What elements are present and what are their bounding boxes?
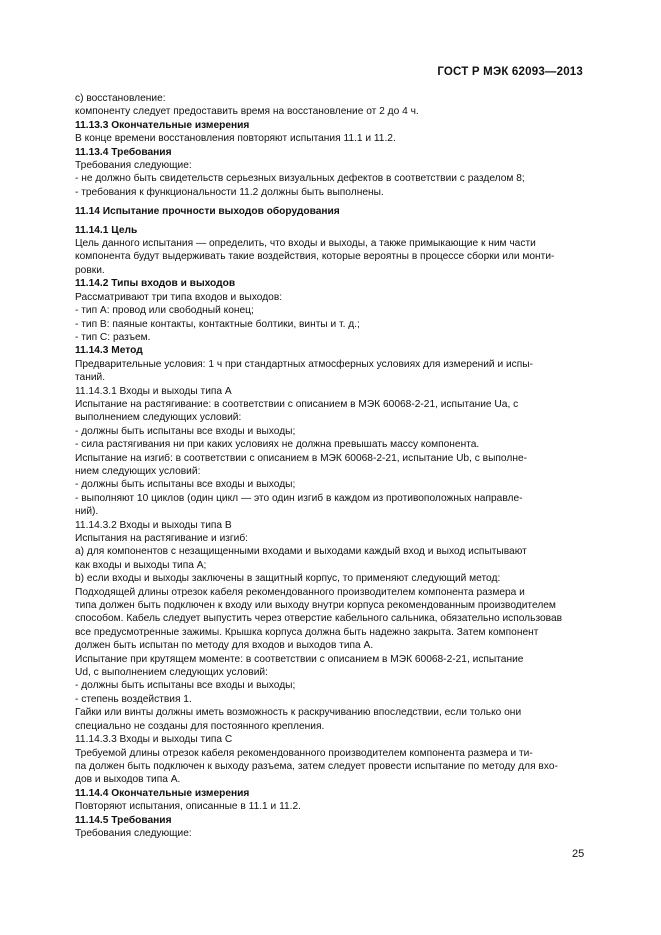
list-item: - тип С: разъем. <box>75 331 151 343</box>
text-line: дов и выходов типа А. <box>75 774 181 786</box>
text-line: Повторяют испытания, описанные в 11.1 и 11.2. <box>75 801 301 813</box>
section-heading: 11.14 Испытание прочности выходов оборудования <box>75 206 340 218</box>
text-line: способом. Кабель следует выпустить через отверстие кабельного сальника, обязательно использовав <box>75 613 563 625</box>
text-line: Требуемой длины отрезок кабеля рекомендованного производителем компонента размера и ти- <box>75 747 533 759</box>
text-line: Испытание при крутящем моменте: в соответствии с описанием в МЭК 60068-2-21, испытание <box>75 653 524 665</box>
text-line: как входы и выходы типа А; <box>75 559 207 571</box>
subsection-heading: 11.14.3.3 Входы и выходы типа С <box>75 734 233 746</box>
list-item: b) если входы и выходы заключены в защитный корпус, то применяют следующий метод: <box>75 573 501 585</box>
list-item: - тип А: провод или свободный конец; <box>75 305 254 317</box>
document-header: ГОСТ Р МЭК 62093—2013 <box>437 66 583 78</box>
text-line: Испытание на изгиб: в соответствии с описанием в МЭК 60068-2-21, испытание Ub, с выполне- <box>75 452 527 464</box>
text-line: выполнением следующих условий: <box>75 412 242 424</box>
page-number: 25 <box>572 848 585 860</box>
document-body <box>75 92 585 840</box>
text-line: должен быть испытан по методу для входов и выходов типа А. <box>75 640 374 652</box>
text-line: па должен быть подключен к выходу разъема, затем следует провести испытание по методу для вхо- <box>75 760 558 772</box>
text-line: с) восстановление: <box>75 93 166 104</box>
list-item: - тип В: паяные контакты, контактные болтики, винты и т. д.; <box>75 318 360 330</box>
text-line: Рассматривают три типа входов и выходов: <box>75 291 283 303</box>
section-heading: 11.14.4 Окончательные измерения <box>75 787 250 799</box>
list-item: - должны быть испытаны все входы и выходы; <box>75 479 296 491</box>
list-item: - требования к функциональности 11.2 должны быть выполнены. <box>75 186 384 198</box>
text-line: Требования следующие: <box>75 827 192 839</box>
section-heading: 11.13.4 Требования <box>75 146 172 158</box>
text-line: нием следующих условий: <box>75 465 201 477</box>
text-line: В конце времени восстановления повторяют испытания 11.1 и 11.2. <box>75 133 396 145</box>
text-line: Испытание на растягивание: в соответствии с описанием в МЭК 60068-2-21, испытание Ua, с <box>75 398 519 410</box>
section-heading: 11.14.1 Цель <box>75 224 138 236</box>
text-line: ний). <box>75 506 99 518</box>
list-item: - не должно быть свидетельств серьезных визуальных дефектов в соответствии с разделом 8; <box>75 173 525 185</box>
text-line: Цель данного испытания — определить, что входы и выходы, а также примыкающие к ним части <box>75 238 536 250</box>
text-line: Предварительные условия: 1 ч при стандартных атмосферных условиях для измерений и испы- <box>75 358 533 370</box>
list-item: - должны быть испытаны все входы и выходы; <box>75 680 296 692</box>
section-heading: 11.14.3 Метод <box>75 345 143 357</box>
subsection-heading: 11.14.3.1 Входы и выходы типа А <box>75 385 232 397</box>
text-line: типа должен быть подключен к входу или выходу внутри корпуса рекомендованным производителем <box>75 600 556 612</box>
list-item: - должны быть испытаны все входы и выходы; <box>75 425 296 437</box>
text-line: все предусмотренные зажимы. Крышка корпуса должна быть надежно закрыта. Затем компонент <box>75 626 539 638</box>
text-line: ровки. <box>75 264 105 276</box>
text-line: Ud, с выполнением следующих условий: <box>75 667 268 679</box>
subsection-heading: 11.14.3.2 Входы и выходы типа В <box>75 519 232 531</box>
text-line: специально не созданы для постоянного крепления. <box>75 720 325 732</box>
section-heading: 11.14.2 Типы входов и выходов <box>75 278 236 290</box>
section-heading: 11.13.3 Окончательные измерения <box>75 119 250 131</box>
list-item: a) для компонентов с незащищенными входами и выходами каждый вход и выход испытывают <box>75 546 527 558</box>
text-line: Подходящей длины отрезок кабеля рекомендованного производителем компонента размера и <box>75 586 525 598</box>
list-item: - сила растягивания ни при каких условиях не должна превышать массу компонента. <box>75 439 480 451</box>
text-line: Испытания на растягивание и изгиб: <box>75 533 249 544</box>
text-line: компоненту следует предоставить время на восстановление от 2 до 4 ч. <box>75 106 419 118</box>
text-line: компонента будут выдерживать такие воздействия, которые вероятны в процессе сборки или монти- <box>75 251 555 263</box>
text-line: Гайки или винты должны иметь возможность к раскручиванию впоследствии, если только они <box>75 707 522 719</box>
section-heading: 11.14.5 Требования <box>75 814 172 826</box>
text-line: таний. <box>75 372 106 384</box>
list-item: - степень воздействия 1. <box>75 693 192 705</box>
text-line: Требования следующие: <box>75 160 192 172</box>
list-item: - выполняют 10 циклов (один цикл — это один изгиб в каждом из противоположных направле- <box>75 492 523 504</box>
